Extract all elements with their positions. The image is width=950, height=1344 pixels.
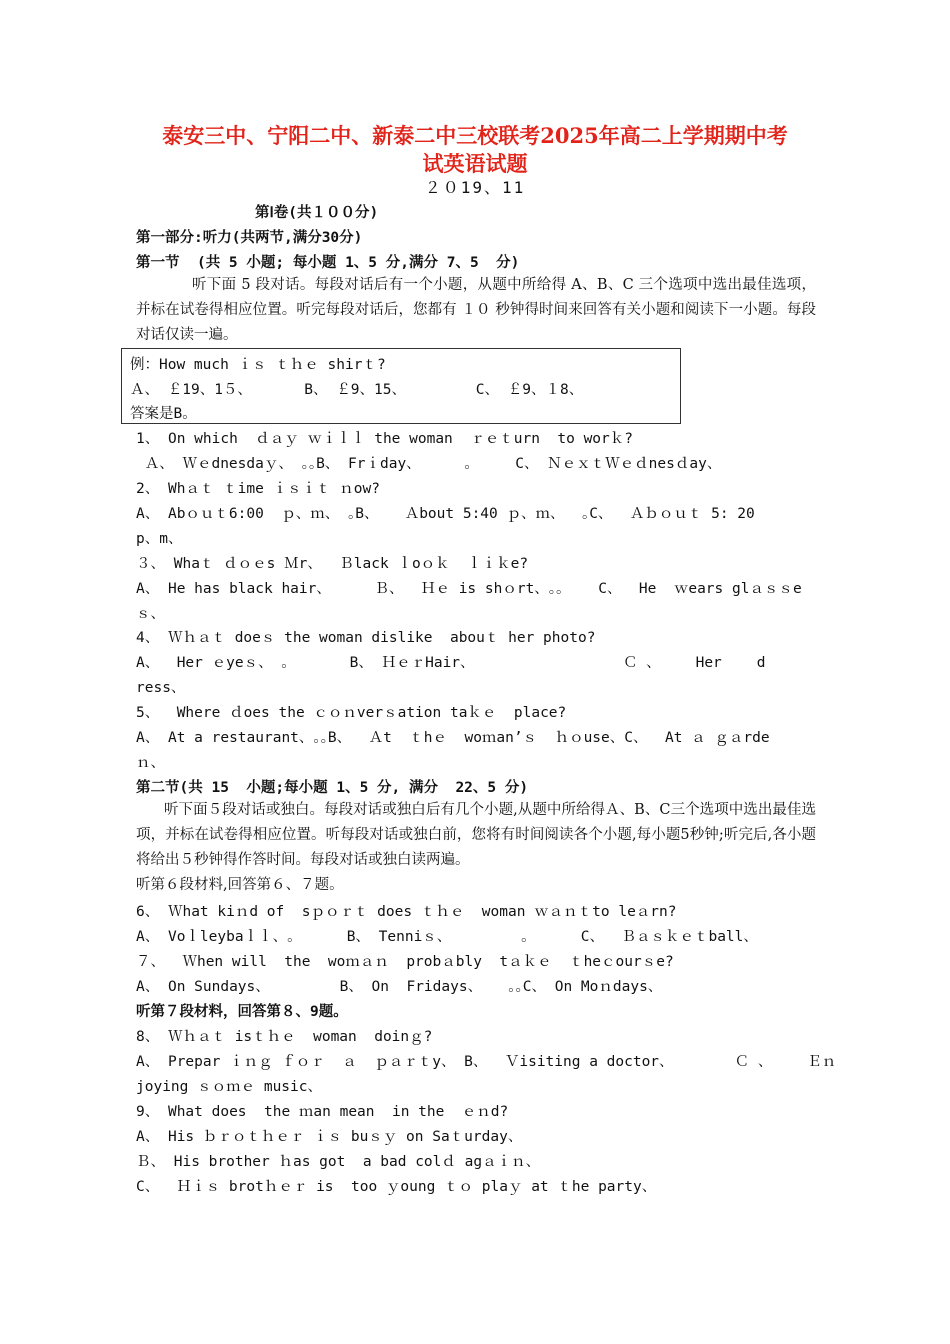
question-line: A、 Abｏｕｔ6:00 ｐ、ｍ、 ｡B、 Ａbout 5:40 ｐ、ｍ、 ｡C、 Ａｂｏｕｔ 5: 20	[136, 506, 755, 522]
question-line: ｎ、	[136, 755, 165, 771]
question-line: ３、 Whaｔ ｄｏｅs Ｍr、 Ｂlack ｌoｏｋ ｌｉｋe?	[136, 556, 529, 572]
question-line: 4、 Ｗｈａｔ doeｓ the woman dislike abouｔ her photo?	[136, 630, 596, 646]
question-line: 1、 On which ｄａｙ ｗｉｌｌ the woman ｒｅｔurn to worｋ?	[136, 431, 633, 447]
question-line: 8、 Ｗｈａｔ isｔｈｅ woman doinｇ?	[136, 1029, 433, 1045]
question-line: 6、 Ｗhat kiｎd of sｐｏｒｔ does ｔｈｅ woman ｗａｎｔto leａrn?	[136, 904, 677, 920]
exam-title-line1: 泰安三中、宁阳二中、新泰二中三校联考2025年高二上学期期中考	[162, 123, 788, 148]
material6-note: 听第６段材料,回答第６、７题。	[136, 877, 344, 893]
question-line: 2、 Whａｔ ｔime ｉｓｉｔ ｎow?	[136, 481, 380, 497]
question-line: Ｂ、 His brother ｈas got a bad colｄ agａｉｎ、	[136, 1154, 541, 1170]
exam-date: ２０19、11	[424, 178, 526, 197]
volume-heading: 第Ⅰ卷(共１００分)	[255, 205, 379, 221]
question-line: p、m、	[136, 531, 183, 547]
question-line: A、 Voｌleybaｌｌ、｡ B、 Tenniｓ、 ｡ C、 Ｂａｓｋｅｔball、	[136, 929, 758, 945]
section1-instructions: 听下面 5 段对话。每段对话后有一个小题，从题中所给得 A、B、C 三个选项中选出最佳选项，并标在试卷得相应位置。听完每段对话后，您都有 １０ 秒钟得时间来回答有关小题和阅读下一小题。每段对话仅读一遍。	[136, 277, 816, 343]
question-line: A、 Her ｅyeｓ、 ｡ B、 ＨｅｒHair、 Ｃ 、 Her d	[136, 655, 766, 671]
question-line: joying ｓｏｍｅ music、	[136, 1079, 322, 1095]
example-box	[121, 348, 681, 424]
exam-title-line2: 试英语试题	[422, 151, 528, 176]
question-line: 5、 Where ｄoes the ｃｏｎverｓation taｋｅ place?	[136, 705, 567, 721]
example-question: 例：How much ｉｓ ｔｈｅ shirｔ?	[130, 357, 386, 373]
question-line: 9、 What does the ｍan mean in the ｅｎd?	[136, 1104, 509, 1120]
question-line: A、 He has black hair、 Ｂ、 Ｈｅ is shｏrt、｡｡ C、 He ｗears glａｓｓe	[136, 581, 802, 597]
section2-instructions: 听下面５段对话或独白。每段对话或独白后有几个小题,从题中所给得Ａ、B、C三个选项中选出最佳选项，并标在试卷得相应位置。听每段对话或独白前，您将有时间阅读各个小题,每小题5秒钟;听完后,各小题将给出５秒钟得作答时间。每段对话或独白读两遍。	[136, 802, 816, 868]
question-line: ｓ、	[136, 606, 165, 622]
question-line: A、 At a restaurant、｡｡B、 Ａt ｔhｅ woｍan’ｓ ｈｏuse、C、 At ａ ｇａrde	[136, 730, 770, 746]
question-line: ７、 Ｗhen will the woｍａｎ probａbly tａｋｅ ｔheｃourｓe?	[136, 954, 674, 970]
example-answer: 答案是B。	[130, 406, 197, 422]
question-line: A、 His ｂｒｏｔｈｅｒ ｉｓ buｓｙ on Saｔurday、	[136, 1129, 523, 1145]
question-line: ress、	[136, 680, 186, 696]
question-line: A、 Prepar ｉｎｇ ｆｏｒ ａ ｐａｒｔy、 B、 Ｖisiting a doctor、 Ｃ 、 Ｅｎ	[136, 1054, 837, 1070]
material7-note: 听第７段材料，回答第８、9题。	[136, 1004, 348, 1020]
section1-heading: 第一节 (共 5 小题; 每小题 1、5 分,满分 7、5 分)	[136, 255, 520, 271]
question-line: Ａ、 Ｗｅdnesdaｙ、 ｡｡B、 Frｉday、 ｡ C、 ＮｅｘｔＷｅｄnesｄay、	[136, 456, 722, 472]
question-line: C、 Ｈｉｓ brotｈｅｒ is too ｙoung ｔｏ plaｙ at ｔhe party、	[136, 1179, 657, 1195]
section2-heading: 第二节(共 15 小题;每小题 1、5 分, 满分 22、5 分)	[136, 780, 529, 796]
question-line: A、 On Sundays、 B、 On Fridays、 ｡｡C、 On Moｎdays、	[136, 979, 663, 995]
example-options: Ａ、 ￡19、1５、 B、 ￡9、15、 C、 ￡9、１8、	[130, 382, 584, 398]
part1-heading: 第一部分:听力(共两节,满分30分)	[136, 230, 363, 246]
